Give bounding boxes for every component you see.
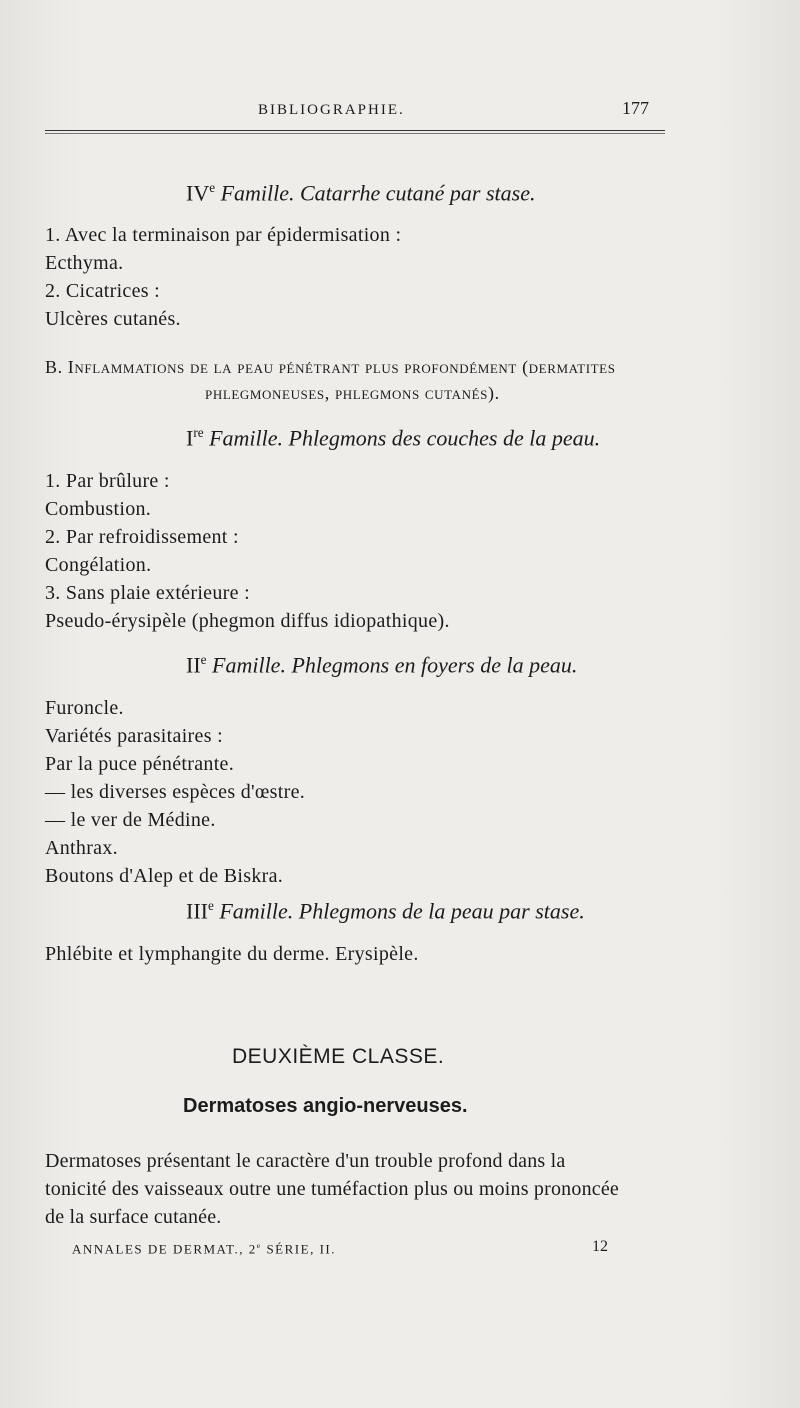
family-1-numeral: I — [186, 425, 194, 451]
list-item: 2. Cicatrices : — [45, 280, 161, 302]
page-number: 177 — [622, 98, 649, 118]
list-item: Congélation. — [45, 554, 152, 576]
list-item: Combustion. — [45, 498, 152, 520]
family-4-sup: e — [209, 180, 216, 195]
list-item: 1. Avec la terminaison par épidermisation : — [45, 224, 402, 246]
family-2-title: Famille. Phlegmons en foyers de la peau. — [212, 652, 578, 678]
class-title: DEUXIÈME CLASSE. — [232, 1045, 445, 1068]
family-4-numeral: IV — [186, 180, 210, 206]
list-item: Boutons d'Alep et de Biskra. — [45, 865, 284, 887]
paragraph-line: tonicité des vaisseaux outre une tuméfaction plus ou moins prononcée — [45, 1178, 620, 1200]
footer-journal: ANNALES DE DERMAT., 2 — [72, 1241, 257, 1257]
paragraph-line: Dermatoses présentant le caractère d'un trouble profond dans la — [45, 1150, 566, 1172]
family-3-title: Famille. Phlegmons de la peau par stase. — [219, 898, 585, 924]
list-item: Variétés parasitaires : — [45, 725, 223, 747]
list-item: — les diverses espèces d'œstre. — [45, 781, 306, 803]
family-1-sup: re — [193, 425, 204, 440]
header-rule-thin — [45, 133, 665, 134]
section-b-heading-cont: phlegmoneuses, phlegmons cutanés). — [205, 383, 500, 403]
list-item: Ecthyma. — [45, 252, 124, 274]
list-item: 1. Par brûlure : — [45, 470, 170, 492]
footer-signature — [72, 1241, 336, 1257]
list-item: Pseudo-érysipèle (phegmon diffus idiopathique). — [45, 610, 450, 632]
family-2-heading — [186, 652, 577, 678]
family-1-title: Famille. Phlegmons des couches de la peau. — [209, 425, 601, 451]
section-b-heading: B. Inflammations de la peau pénétrant plus profondément (dermatites — [45, 357, 616, 377]
list-item: Anthrax. — [45, 837, 118, 859]
family-2-sup: e — [200, 652, 207, 667]
family-3-heading — [186, 898, 585, 924]
family-3-sup: e — [207, 898, 214, 913]
list-item: 2. Par refroidissement : — [45, 526, 239, 548]
list-item: Ulcères cutanés. — [45, 308, 181, 330]
list-item: — le ver de Médine. — [45, 809, 216, 831]
running-header: BIBLIOGRAPHIE. — [258, 102, 405, 118]
list-item: Furoncle. — [45, 697, 124, 719]
family-4-heading — [186, 180, 536, 206]
signature-number: 12 — [592, 1238, 608, 1255]
list-item: 3. Sans plaie extérieure : — [45, 582, 250, 604]
list-item: Phlébite et lymphangite du derme. Erysipèle. — [45, 943, 419, 965]
header-rule — [45, 130, 665, 131]
family-1-heading — [186, 425, 600, 451]
list-item: Par la puce pénétrante. — [45, 753, 235, 775]
class-subtitle: Dermatoses angio-nerveuses. — [183, 1095, 468, 1117]
paragraph-line: de la surface cutanée. — [45, 1206, 222, 1228]
family-3-numeral: III — [186, 898, 208, 924]
family-2-numeral: II — [186, 652, 201, 678]
family-4-title: Famille. Catarrhe cutané par stase. — [220, 180, 536, 206]
footer-sup: e — [256, 1241, 262, 1250]
footer-series: SÉRIE, II. — [261, 1241, 336, 1257]
